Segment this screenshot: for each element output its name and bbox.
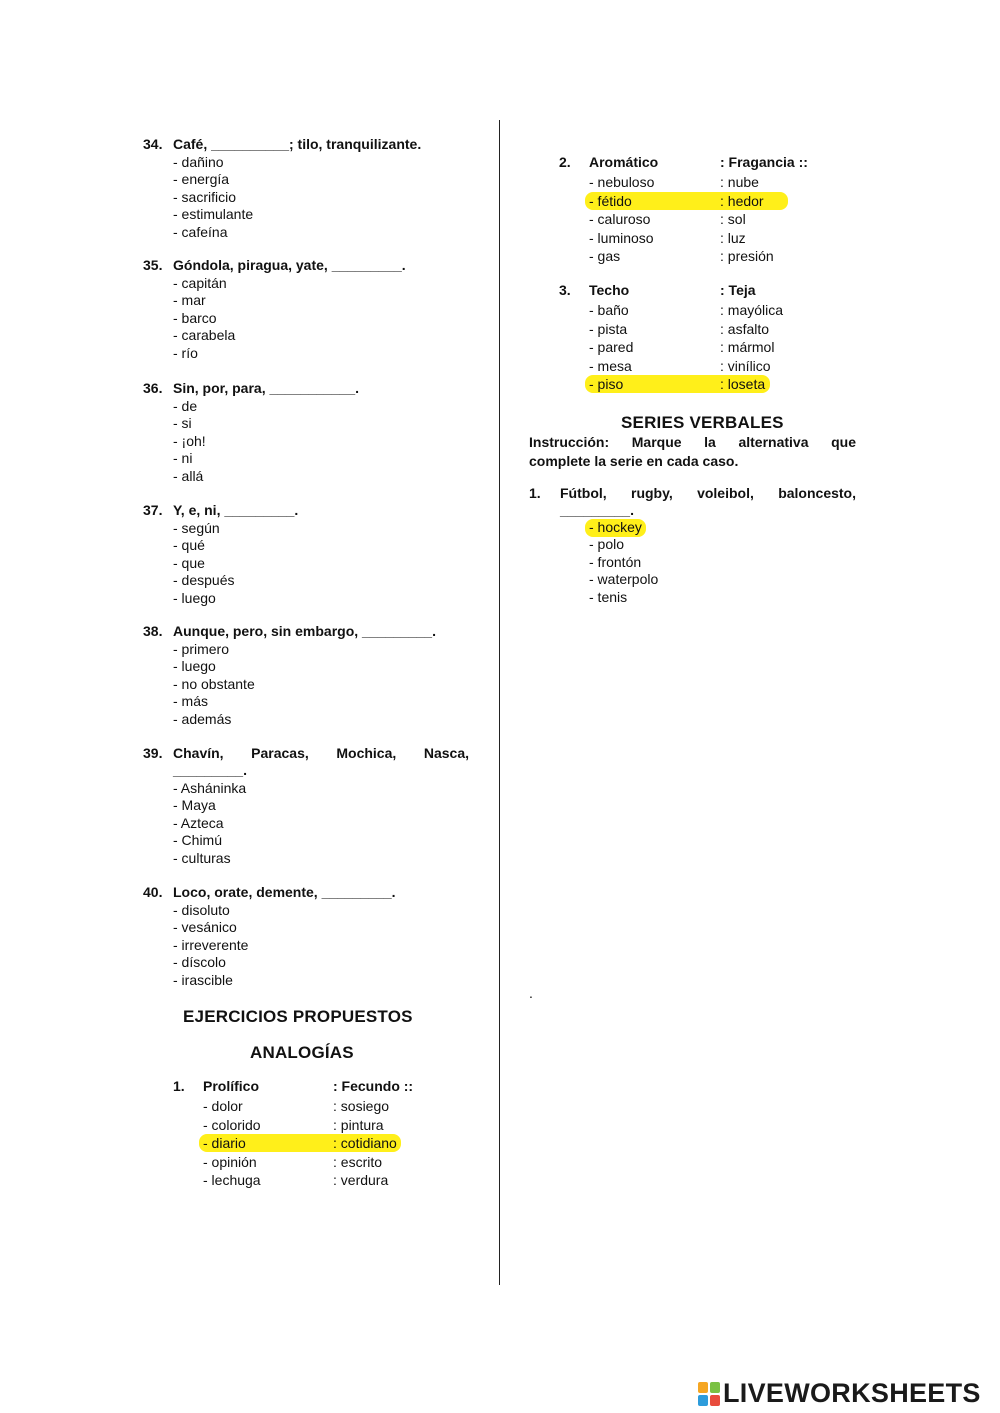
answer-option[interactable]: - irreverente: [173, 936, 249, 953]
analogy-option-right: : mármol: [720, 339, 775, 355]
analogy-option-right: : sosiego: [333, 1098, 390, 1114]
analogy-option[interactable]: [203, 1153, 428, 1171]
series-option[interactable]: - frontón: [589, 553, 642, 570]
analogy-option-left: - opinión: [203, 1153, 257, 1170]
answer-option[interactable]: - no obstante: [173, 675, 255, 692]
analogy-number: 2.: [559, 154, 571, 170]
answer-option[interactable]: - según: [173, 520, 220, 536]
column-divider: [499, 120, 500, 1285]
analogy-option-left: - pared: [589, 339, 634, 355]
series-option[interactable]: - hockey: [585, 519, 646, 537]
analogy-option[interactable]: [589, 338, 815, 356]
answer-option[interactable]: - estimulante: [173, 206, 254, 223]
analogy-option-right: : pintura: [333, 1116, 384, 1133]
analogy-option[interactable]: [589, 247, 815, 265]
series-question-blank: _________.: [560, 502, 634, 518]
question-number: 35.: [143, 257, 163, 273]
analogy-option-right: : mayólica: [720, 302, 784, 318]
analogy-premise-left: Prolífico: [203, 1078, 260, 1094]
answer-option[interactable]: - allá: [173, 467, 204, 484]
series-instruction-line2: complete la serie en cada caso.: [529, 453, 739, 469]
ejercicios-title: EJERCICIOS PROPUESTOS: [183, 1007, 413, 1026]
answer-option[interactable]: - ni: [173, 450, 193, 467]
question-number: 37.: [143, 502, 163, 518]
answer-option[interactable]: - río: [173, 344, 198, 361]
analogy-option[interactable]: [203, 1116, 428, 1134]
analogy-option-right: : cotidiano: [333, 1135, 397, 1151]
question-stem: Sin, por, para, ___________.: [173, 380, 360, 396]
analogy-option-left: - gas: [589, 248, 621, 264]
question-number: 40.: [143, 884, 163, 900]
series-option[interactable]: - waterpolo: [589, 571, 659, 588]
analogy-option-right: : escrito: [333, 1153, 383, 1170]
question-stem: Góndola, piragua, yate, _________.: [173, 257, 406, 273]
analogy-number: 1.: [173, 1078, 185, 1094]
question-number: 39.: [143, 745, 163, 761]
answer-option[interactable]: - que: [173, 554, 205, 571]
answer-option[interactable]: - primero: [173, 641, 230, 657]
analogy-option[interactable]: [589, 192, 815, 210]
analogy-option-left: - fétido: [589, 192, 632, 209]
series-question-number: 1.: [529, 485, 541, 501]
answer-option[interactable]: - cafeína: [173, 223, 228, 240]
answer-option[interactable]: - luego: [173, 658, 216, 675]
answer-option[interactable]: - mar: [173, 292, 206, 309]
answer-option[interactable]: - disoluto: [173, 902, 230, 918]
question-number: 38.: [143, 623, 163, 639]
analogy-option-left: - dolor: [203, 1098, 243, 1114]
question-stem: Café, __________; tilo, tranquilizante.: [173, 136, 422, 152]
series-option[interactable]: - polo: [589, 536, 625, 553]
answer-option[interactable]: - dañino: [173, 154, 224, 170]
analogy-premise-right: : Teja: [720, 282, 756, 298]
analogy-option-right: : sol: [720, 211, 746, 227]
answer-option[interactable]: - después: [173, 572, 235, 589]
analogy-option-left: - pista: [589, 320, 628, 337]
answer-option[interactable]: - qué: [173, 537, 205, 554]
answer-option[interactable]: - díscolo: [173, 954, 226, 971]
analogy-premise-left: Techo: [589, 282, 630, 298]
analogy-option[interactable]: [589, 375, 815, 393]
analogy-option-left: - caluroso: [589, 211, 651, 227]
analogy-option-left: - lechuga: [203, 1172, 261, 1188]
liveworksheets-logo-icon: [698, 1382, 720, 1406]
analogy-option[interactable]: [203, 1097, 428, 1115]
answer-option[interactable]: - vesánico: [173, 919, 237, 936]
answer-option[interactable]: - Chimú: [173, 832, 223, 849]
answer-option[interactable]: - capitán: [173, 275, 227, 291]
analogy-option-right: : nube: [720, 174, 759, 190]
series-question-stem: Fútbol, rugby, voleibol, baloncesto,: [560, 485, 856, 501]
answer-option[interactable]: - culturas: [173, 849, 231, 866]
analogy-option-left: - colorido: [203, 1116, 261, 1133]
logo-text: LIVEWORKSHEETS: [723, 1378, 981, 1408]
answer-option[interactable]: - de: [173, 398, 198, 414]
answer-option[interactable]: - ¡oh!: [173, 432, 206, 449]
question-stem-blank: _________.: [173, 762, 247, 778]
analogy-option[interactable]: [589, 301, 815, 319]
question-stem: Y, e, ni, _________.: [173, 502, 299, 518]
question-stem: Aunque, pero, sin embargo, _________.: [173, 623, 436, 639]
analogy-option-right: : luz: [720, 229, 746, 246]
analogy-premise-left: Aromático: [589, 154, 659, 170]
question-number: 34.: [143, 136, 163, 152]
answer-option[interactable]: - Maya: [173, 797, 216, 814]
answer-option[interactable]: - barco: [173, 309, 217, 326]
analogy-option-left: - nebuloso: [589, 174, 655, 190]
analogy-option-right: : vinílico: [720, 357, 771, 374]
answer-option[interactable]: - carabela: [173, 327, 236, 344]
analogy-option[interactable]: [589, 320, 815, 338]
analogy-option[interactable]: [589, 229, 815, 247]
analogy-option-right: : hedor: [720, 192, 764, 209]
question-stem: Loco, orate, demente, _________.: [173, 884, 396, 900]
analogy-option-right: : asfalto: [720, 320, 770, 337]
analogy-premise-right: : Fecundo ::: [333, 1078, 414, 1094]
analogy-option[interactable]: [589, 357, 815, 375]
answer-option[interactable]: - más: [173, 693, 208, 710]
answer-option[interactable]: - además: [173, 710, 232, 727]
analogy-option-left: - piso: [589, 376, 624, 392]
analogias-title: ANALOGÍAS: [250, 1043, 354, 1062]
series-option[interactable]: - tenis: [589, 588, 628, 605]
liveworksheets-logo: [698, 1378, 981, 1409]
analogy-option-right: : verdura: [333, 1172, 389, 1188]
analogy-option[interactable]: [589, 210, 815, 228]
analogy-option-left: - baño: [589, 302, 629, 318]
answer-option[interactable]: - Azteca: [173, 814, 224, 831]
answer-option[interactable]: - Asháninka: [173, 780, 247, 796]
analogy-option-right: : presión: [720, 248, 774, 264]
answer-option[interactable]: - si: [173, 415, 192, 432]
analogy-option[interactable]: [589, 173, 815, 191]
analogy-option-right: : loseta: [720, 376, 766, 392]
analogy-option[interactable]: [203, 1171, 428, 1189]
analogy-option[interactable]: [203, 1134, 428, 1152]
series-title: SERIES VERBALES: [621, 413, 784, 432]
series-instruction-line1: Instrucción: Marque la alternativa que: [529, 434, 856, 450]
analogy-option-left: - luminoso: [589, 229, 654, 246]
answer-option[interactable]: - energía: [173, 171, 230, 188]
answer-option[interactable]: - irascible: [173, 971, 233, 988]
analogy-option-left: - diario: [203, 1135, 246, 1151]
analogy-premise-right: : Fragancia ::: [720, 154, 808, 170]
answer-option[interactable]: - luego: [173, 589, 216, 606]
analogy-number: 3.: [559, 282, 571, 298]
question-stem: Chavín, Paracas, Mochica, Nasca,: [173, 745, 469, 761]
answer-option[interactable]: - sacrificio: [173, 188, 237, 205]
analogy-option-left: - mesa: [589, 357, 632, 374]
question-number: 36.: [143, 380, 163, 396]
stray-dot: .: [529, 985, 533, 1001]
